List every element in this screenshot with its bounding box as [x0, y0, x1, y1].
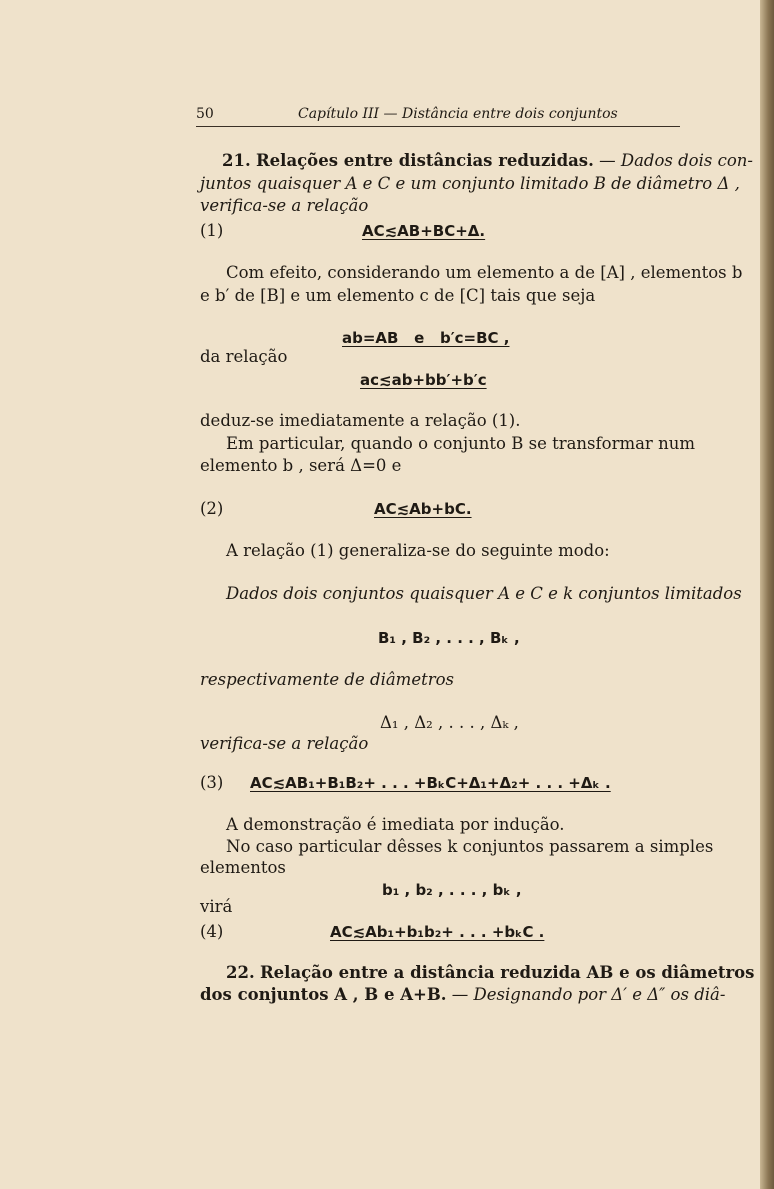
equation-pair: ab=AB e b′c=BC ,	[342, 329, 510, 347]
generaliza-text: A relação (1) generaliza-se do seguinte modo:	[226, 541, 610, 560]
equation-4-label: (4)	[200, 922, 224, 941]
equation-2: AC≲Ab+bC.	[374, 500, 472, 518]
caso-line-2: elementos	[200, 858, 286, 877]
equation-1: AC≲AB+BC+Δ.	[362, 222, 486, 240]
equation-3-label: (3)	[200, 773, 224, 792]
respectivamente-text: respectivamente de diâmetros	[200, 670, 455, 689]
equation-3: AC≲AB₁+B₁B₂+ . . . +BₖC+Δ₁+Δ₂+ . . . +Δₖ .	[250, 774, 611, 792]
section-21-number: 21.	[222, 151, 251, 170]
vira-text: virá	[200, 897, 233, 916]
section-22-title-line-1: Relação entre a distância reduzida AB e os diâmetros	[259, 963, 755, 982]
b-sets-list: B₁ , B₂ , . . . , Bₖ ,	[378, 629, 520, 647]
section-22-continuation: — Designando por Δ′ e Δ″ os diâ-	[451, 985, 726, 1004]
section-22-heading-line-2	[200, 985, 725, 1005]
deduz-text: deduz-se imediatamente a relação (1).	[200, 411, 521, 430]
demonstracao-text: A demonstração é imediata por indução.	[226, 815, 565, 834]
particular-line-2: elemento b , será Δ=0 e	[200, 456, 402, 475]
da-relacao-text: da relação	[200, 347, 288, 366]
proof-line-1: Com efeito, considerando um elemento a de [A] , elementos b	[226, 263, 743, 282]
proof-line-2: e b′ de [B] e um elemento c de [C] tais que seja	[200, 286, 596, 305]
particular-line-1: Em particular, quando o conjunto B se transformar num	[226, 434, 695, 453]
section-22-heading-line-1	[226, 963, 754, 983]
running-title: Capítulo III — Distância entre dois conjuntos	[298, 106, 618, 122]
equation-1-label: (1)	[200, 221, 224, 240]
equation-4: AC≲Ab₁+b₁b₂+ . . . +bₖC .	[330, 923, 545, 941]
section-21-heading	[222, 151, 753, 171]
section-21-intro-line-3: verifica-se a relação	[200, 196, 369, 215]
equation-2-label: (2)	[200, 499, 224, 518]
section-22-title-line-2: dos conjuntos A , B e A+B.	[200, 985, 447, 1004]
book-spine-edge	[760, 0, 774, 1189]
verifica-text: verifica-se a relação	[200, 734, 369, 753]
page-number: 50	[196, 106, 214, 122]
dados-text: Dados dois conjuntos quaisquer A e C e k conjuntos limitados	[226, 584, 742, 603]
small-b-list: b₁ , b₂ , . . . , bₖ ,	[382, 881, 522, 899]
caso-line-1: No caso particular dêsses k conjuntos passarem a simples	[226, 837, 714, 856]
section-22-number: 22.	[226, 963, 255, 982]
delta-list: Δ₁ , Δ₂ , . . . , Δₖ ,	[380, 713, 519, 732]
section-21-title: Relações entre distâncias reduzidas.	[255, 151, 594, 170]
header-rule	[196, 126, 680, 127]
section-21-intro-start: — Dados dois con-	[599, 151, 753, 170]
inequality-abc: ac≲ab+bb′+b′c	[360, 371, 487, 389]
section-21-intro-line-2: juntos quaisquer A e C e um conjunto limitado B de diâmetro Δ ,	[200, 174, 740, 193]
